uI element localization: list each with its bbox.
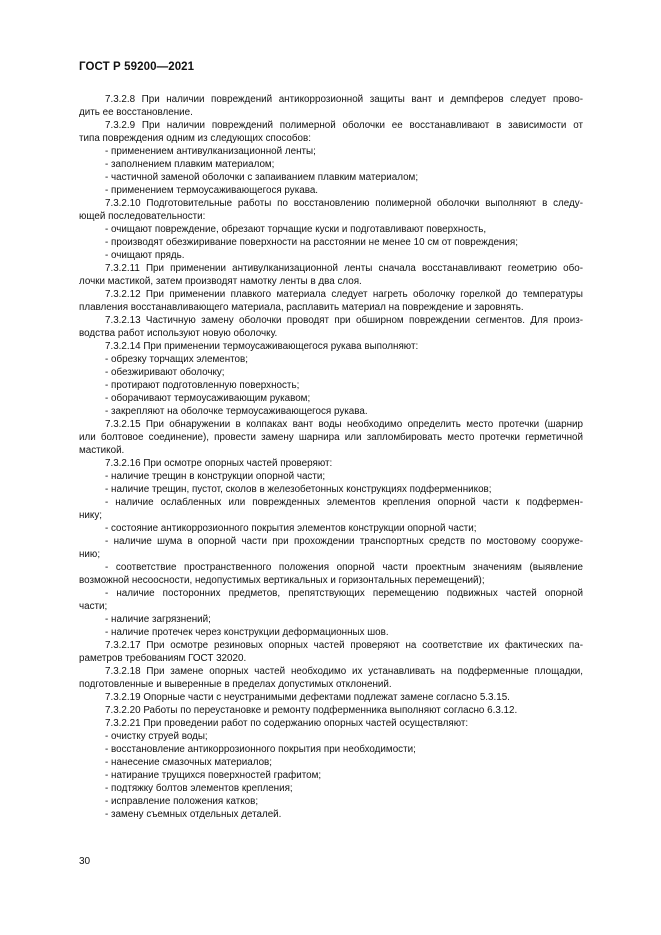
text-line: типа повреждения одним из следующих способов: [79, 133, 311, 144]
text-line: 7.3.2.19 Опорные части с неустранимыми дефектами подлежат замене согласно 5.3.15. [105, 692, 510, 703]
text-line: 7.3.2.13 Частичную замену оболочки проводят при обширном повреждении сегментов. Для произ- [105, 315, 583, 326]
list-item: - применением термоусаживающегося рукава. [105, 185, 319, 196]
list-item: - наличие шума в опорной части при прохождении транспортных средств по мостовому сооруже- [105, 536, 583, 547]
text-line: 7.3.2.20 Работы по переустановке и ремонту подферменника выполняют согласно 6.3.12. [105, 705, 518, 716]
list-item: - закрепляют на оболочке термоусаживающегося рукава. [105, 406, 368, 417]
text-line: или болтовое соединение), провести замену шарнира или запломбировать место протечки герметичной [79, 432, 583, 443]
text-line: 7.3.2.15 При обнаружении в колпаках вант воды необходимо определить место протечки (шарнир [105, 419, 583, 430]
text-line: части; [79, 601, 108, 612]
list-item: - наличие трещин в конструкции опорной части; [105, 471, 326, 482]
text-line: нику; [79, 510, 103, 521]
list-item: - исправление положения катков; [105, 796, 259, 807]
list-item: - замену съемных отдельных деталей. [105, 809, 282, 820]
list-item: - очистку струей воды; [105, 731, 208, 742]
list-item: - применением антивулканизационной ленты; [105, 146, 316, 157]
text-line: 7.3.2.21 При проведении работ по содержанию опорных частей осуществляют: [105, 718, 469, 729]
list-item: - заполнением плавким материалом; [105, 159, 275, 170]
list-item: - производят обезжиривание поверхности на расстоянии не менее 10 см от повреждения; [105, 237, 518, 248]
list-item: - протирают подготовленную поверхность; [105, 380, 300, 391]
text-line: лочки мастикой, затем производят намотку ленты в два слоя. [79, 276, 362, 287]
text-line: возможной несоосности, недопустимых вертикальных и горизонтальных перемещений); [79, 575, 485, 586]
text-line: мастикой. [79, 445, 125, 456]
text-line: раметров требованиям ГОСТ 32020. [79, 653, 247, 664]
page-number: 30 [79, 856, 91, 867]
list-item: - натирание трущихся поверхностей графитом; [105, 770, 322, 781]
text-line: подготовленные и выверенные в пределах допустимых отклонений. [79, 679, 392, 690]
text-line: ющей последовательности: [79, 211, 206, 222]
text-line: 7.3.2.18 При замене опорных частей необходимо их устанавливать на подферменные площадки, [105, 666, 583, 677]
list-item: - наличие трещин, пустот, сколов в железобетонных конструкциях подферменников; [105, 484, 492, 495]
text-line: нию; [79, 549, 101, 560]
text-line: плавления восстанавливающего материала, расплавить материал на повреждение и заровнять. [79, 302, 524, 313]
text-line: 7.3.2.11 При применении антивулканизационной ленты сначала восстанавливают геометрию обо- [105, 263, 583, 274]
page-header: ГОСТ Р 59200—2021 [79, 61, 195, 73]
text-line: дить ее восстановление. [79, 107, 193, 118]
text-line: 7.3.2.8 При наличии повреждений антикоррозионной защиты вант и демпферов следует прово- [105, 94, 583, 105]
list-item: - очищают прядь. [105, 250, 185, 261]
text-line: 7.3.2.10 Подготовительные работы по восстановлению полимерной оболочки выполняют в следу- [105, 198, 583, 209]
list-item: - частичной заменой оболочки с запаиванием плавким материалом; [105, 172, 419, 183]
list-item: - наличие протечек через конструкции деформационных шов. [105, 627, 389, 638]
text-line: водства работ используют новую оболочку. [79, 328, 278, 339]
list-item: - наличие загрязнений; [105, 614, 211, 625]
list-item: - наличие посторонних предметов, препятствующих перемещению подвижных частей опорной [105, 588, 583, 599]
list-item: - восстановление антикоррозионного покрытия при необходимости; [105, 744, 416, 755]
text-line: 7.3.2.9 При наличии повреждений полимерной оболочки ее восстанавливают в зависимости от [105, 120, 583, 131]
list-item: - подтяжку болтов элементов крепления; [105, 783, 293, 794]
list-item: - обрезку торчащих элементов; [105, 354, 248, 365]
text-line: 7.3.2.12 При применении плавкого материала следует нагреть оболочку горелкой до температуры [105, 289, 583, 300]
list-item: - наличие ослабленных или поврежденных элементов крепления опорной части к подфермен- [105, 497, 583, 508]
list-item: - состояние антикоррозионного покрытия элементов конструкции опорной части; [105, 523, 477, 534]
text-line: 7.3.2.16 При осмотре опорных частей проверяют: [105, 458, 333, 469]
document-body [79, 93, 583, 821]
list-item: - оборачивают термоусаживающим рукавом; [105, 393, 311, 404]
list-item: - соответствие пространственного положения опорной части проектным значениям (выявление [105, 562, 583, 573]
list-item: - нанесение смазочных материалов; [105, 757, 273, 768]
text-line: 7.3.2.17 При осмотре резиновых опорных частей проверяют на соответствие их фактических па- [105, 640, 583, 651]
list-item: - обезжиривают оболочку; [105, 367, 225, 378]
text-line: 7.3.2.14 При применении термоусаживающегося рукава выполняют: [105, 341, 419, 352]
list-item: - очищают повреждение, обрезают торчащие куски и подготавливают поверхность, [105, 224, 487, 235]
